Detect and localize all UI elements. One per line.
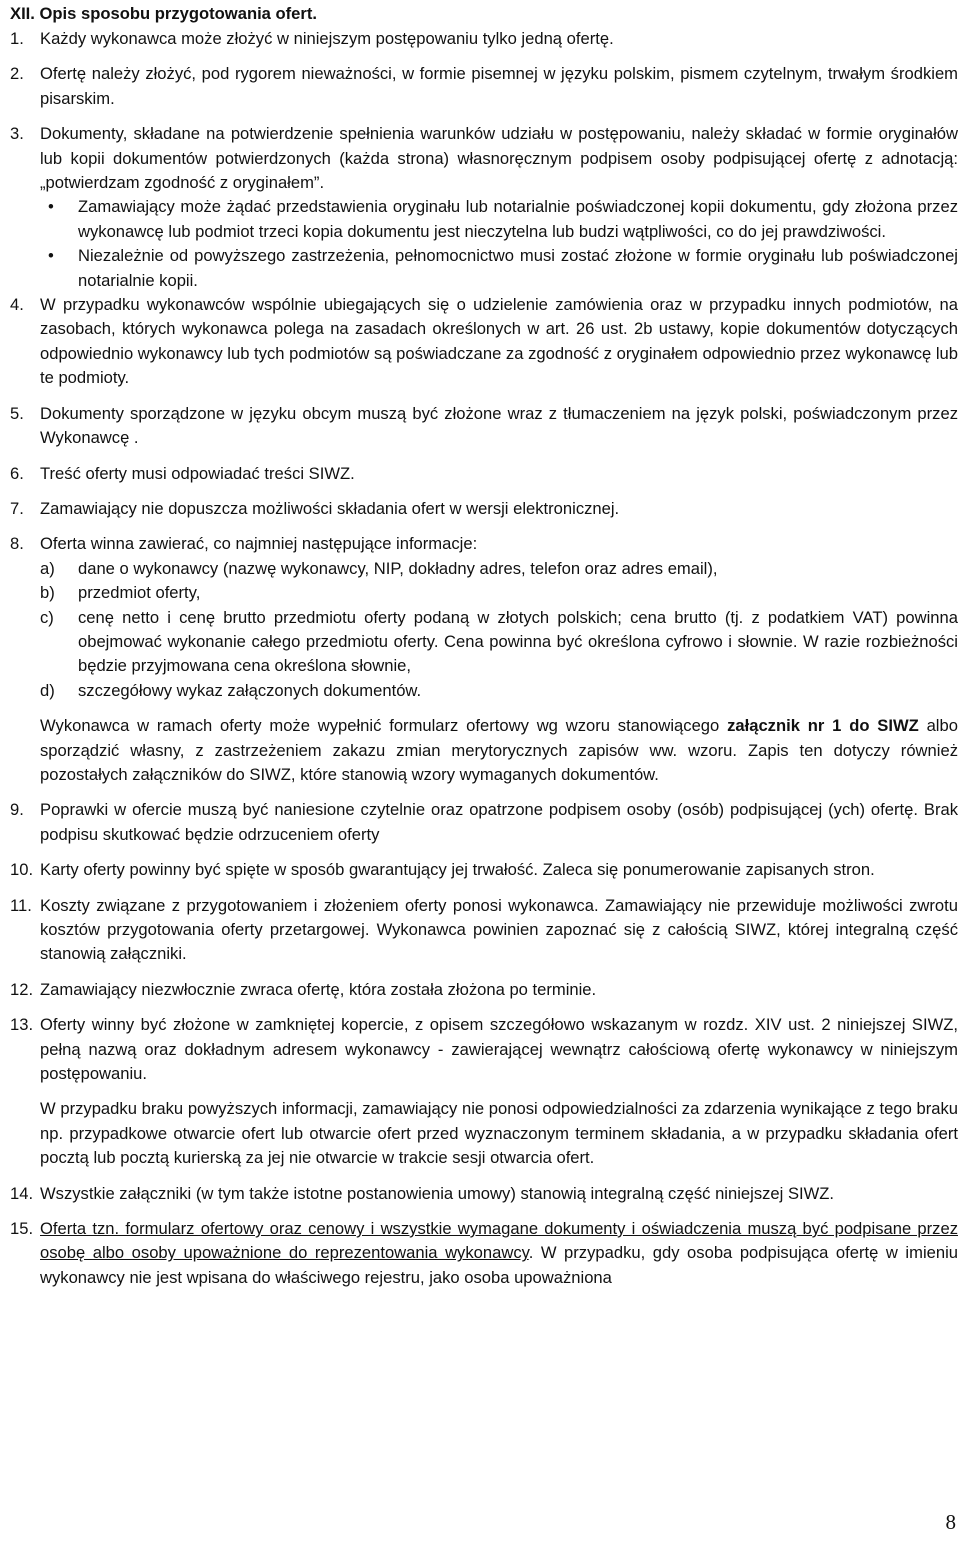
attachment-reference: załącznik nr 1 do SIWZ — [727, 716, 919, 736]
item-number: 2. — [10, 64, 24, 84]
list-item-1 — [10, 27, 958, 51]
item-text: W przypadku wykonawców wspólnie ubiegających się o udzielenie zamówienia oraz w przypadku innych podmiotów, na zasobach, których wykonawca polega na zasadach określonych w art. 26 ust. 2b ustawy, kopie dokumentów dotyczących odpowiednio wykonawcy lub tych podmiotów są poświadczane za zgodność z oryginałem odpowiednio przez wykonawcę lub te podmioty. — [40, 295, 958, 388]
list-item-7 — [10, 497, 958, 521]
underlined-text: Oferta tzn. formularz ofertowy oraz cenowy i wszystkie wymagane dokumenty i oświadczenia muszą być podpisane przez osobę albo osoby upoważnione do reprezentowania wykonawcy — [40, 1219, 958, 1263]
document-page — [10, 2, 958, 1290]
list-item-11 — [10, 894, 958, 967]
item-number: 8. — [10, 534, 24, 554]
list-item-15 — [10, 1217, 958, 1290]
item-text: Poprawki w ofercie muszą być naniesione czytelnie oraz opatrzone podpisem osoby (osób) podpisującej (ych) ofertę. Brak podpisu skutkować będzie odrzuceniem oferty — [40, 800, 958, 844]
para-text: Wykonawca w ramach oferty może wypełnić formularz ofertowy wg wzoru stanowiącego — [40, 716, 720, 736]
sub-item-a — [10, 557, 958, 581]
item-text: Oferta winna zawierać, co najmniej następujące informacje: — [40, 534, 478, 554]
form-note-paragraph — [10, 714, 958, 787]
item-number: 10. — [10, 860, 34, 880]
list-item-14 — [10, 1182, 958, 1206]
item-number: 6. — [10, 463, 24, 483]
list-item-2 — [10, 62, 958, 111]
item-number: 1. — [10, 29, 24, 48]
item-text: . W przypadku, gdy osoba podpisująca ofertę w imieniu wykonawcy nie jest wpisana do właściwego rejestru, jako osoba upoważniona — [40, 1243, 959, 1287]
para-text: albo sporządzić własny, z zastrzeżeniem zakazu zmian merytorycznych zapisów ww. wzoru. Zapis ten dotyczy również pozostałych załączników do SIWZ, które stanowią wzory wymaganych dokumentów. — [40, 716, 958, 784]
bullet-dot-icon: • — [48, 197, 54, 217]
list-item-4 — [10, 293, 958, 391]
list-item-8 — [10, 532, 958, 556]
sub-item-d — [10, 679, 958, 703]
list-item-12 — [10, 978, 958, 1002]
item-text: Każdy wykonawca może złożyć w niniejszym postępowaniu tylko jedną ofertę. — [40, 29, 614, 48]
sub-item-text: szczegółowy wykaz załączonych dokumentów. — [78, 680, 422, 700]
item-number: 4. — [10, 295, 24, 315]
bullet-text: Zamawiający może żądać przedstawienia oryginału lub notarialnie poświadczonej kopii dokumentu, gdy złożona przez wykonawcę lub podmiot trzeci kopia dokumentu jest nieczytelna lub budzi wątpliwości, co do jej prawdziwości. — [78, 197, 958, 241]
list-item-3 — [10, 122, 958, 195]
sub-item-text: cenę netto i cenę brutto przedmiotu oferty podaną w złotych polskich; cena brutto (tj. z podatkiem VAT) powinna obejmować wykonanie całego przedmiotu oferty. Cena powinna być określona cyfrowo i słownie. W razie rozbieżności będzie przyjmowana cena określona słownie, — [78, 607, 958, 676]
item-number: 5. — [10, 403, 24, 423]
list-item-5 — [10, 402, 958, 451]
item-text: Dokumenty sporządzone w języku obcym muszą być złożone wraz z tłumaczeniem na język polski, poświadczonym przez Wykonawcę . — [40, 403, 958, 448]
page-number: 8 — [945, 1509, 956, 1534]
item-text: Koszty związane z przygotowaniem i złożeniem oferty ponosi wykonawca. Zamawiający nie przewiduje możliwości zwrotu kosztów przygotowania oferty przetargowej. Wykonawca powinien zapoznać się z całością SIWZ, której integralną część stanowią załączniki. — [40, 895, 958, 964]
list-item-9 — [10, 798, 958, 847]
item-text: Treść oferty musi odpowiadać treści SIWZ. — [40, 463, 355, 483]
item-number: 11. — [10, 895, 32, 915]
list-item-10 — [10, 858, 958, 882]
bullet-item — [10, 244, 958, 293]
item-text: Zamawiający nie dopuszcza możliwości składania ofert w wersji elektronicznej. — [40, 498, 620, 518]
item-number: 3. — [10, 124, 24, 144]
sub-item-label: b) — [40, 583, 55, 603]
sub-item-text: dane o wykonawcy (nazwę wykonawcy, NIP, dokładny adres, telefon oraz adres email), — [78, 558, 718, 578]
sub-item-label: c) — [40, 607, 54, 627]
item-text: Oferty winny być złożone w zamkniętej kopercie, z opisem szczegółowo wskazanym w rozdz. XIV ust. 2 niniejszej SIWZ, pełną nazwą oraz dokładnym adresem wykonawcy - zawierającej wewnątrz całościową ofertę wykonawcy w niniejszym postępowaniu. — [40, 1015, 958, 1084]
item-text: Karty oferty powinny być spięte w sposób gwarantujący jej trwałość. Zaleca się ponumerowanie zapisanych stron. — [40, 860, 875, 880]
sub-item-b — [10, 581, 958, 605]
item-number: 9. — [10, 800, 24, 820]
sub-item-label: d) — [40, 680, 55, 700]
item-text: Zamawiający niezwłocznie zwraca ofertę, która została złożona po terminie. — [40, 979, 597, 999]
sub-item-text: przedmiot oferty, — [78, 583, 201, 603]
item-text: Dokumenty, składane na potwierdzenie spełnienia warunków udziału w postępowaniu, należy składać w formie oryginałów lub kopii dokumentów potwierdzonych (każda strona) własnoręcznym podpisem osoby podpisującej ofertę z adnotacją: „potwierdzam zgodność z oryginałem”. — [40, 124, 958, 193]
list-item-6 — [10, 462, 958, 486]
bullet-text: Niezależnie od powyższego zastrzeżenia, pełnomocnictwo musi zostać złożone w formie oryginału lub poświadczonej notarialnie kopii. — [78, 246, 958, 290]
sub-item-c — [10, 606, 958, 679]
item-number: 15. — [10, 1219, 34, 1239]
item-text: Wszystkie załączniki (w tym także istotne postanowienia umowy) stanowią integralną część niniejszej SIWZ. — [40, 1183, 835, 1203]
sub-item-label: a) — [40, 558, 55, 578]
bullet-item — [10, 195, 958, 244]
list-item-13 — [10, 1013, 958, 1086]
item-number: 14. — [10, 1183, 34, 1203]
bullet-dot-icon: • — [48, 246, 54, 266]
section-heading: XII. Opis sposobu przygotowania ofert. — [10, 4, 318, 23]
item-number: 12. — [10, 979, 34, 999]
item-number: 13. — [10, 1015, 34, 1035]
item-number: 7. — [10, 498, 24, 518]
item-text: Ofertę należy złożyć, pod rygorem nieważności, w formie pisemnej w języku polskim, pismem czytelnym, trwałym środkiem pisarskim. — [40, 64, 958, 108]
liability-paragraph: W przypadku braku powyższych informacji, zamawiający nie ponosi odpowiedzialności za zdarzenia wynikające z tego braku np. przypadkowe otwarcie ofert lub otwarcie ofert przed wyznaczonym terminem składania, a w przypadku składania ofert pocztą lub pocztą kurierską za jej nie otwarcie w trakcie sesji otwarcia ofert. — [40, 1099, 958, 1168]
